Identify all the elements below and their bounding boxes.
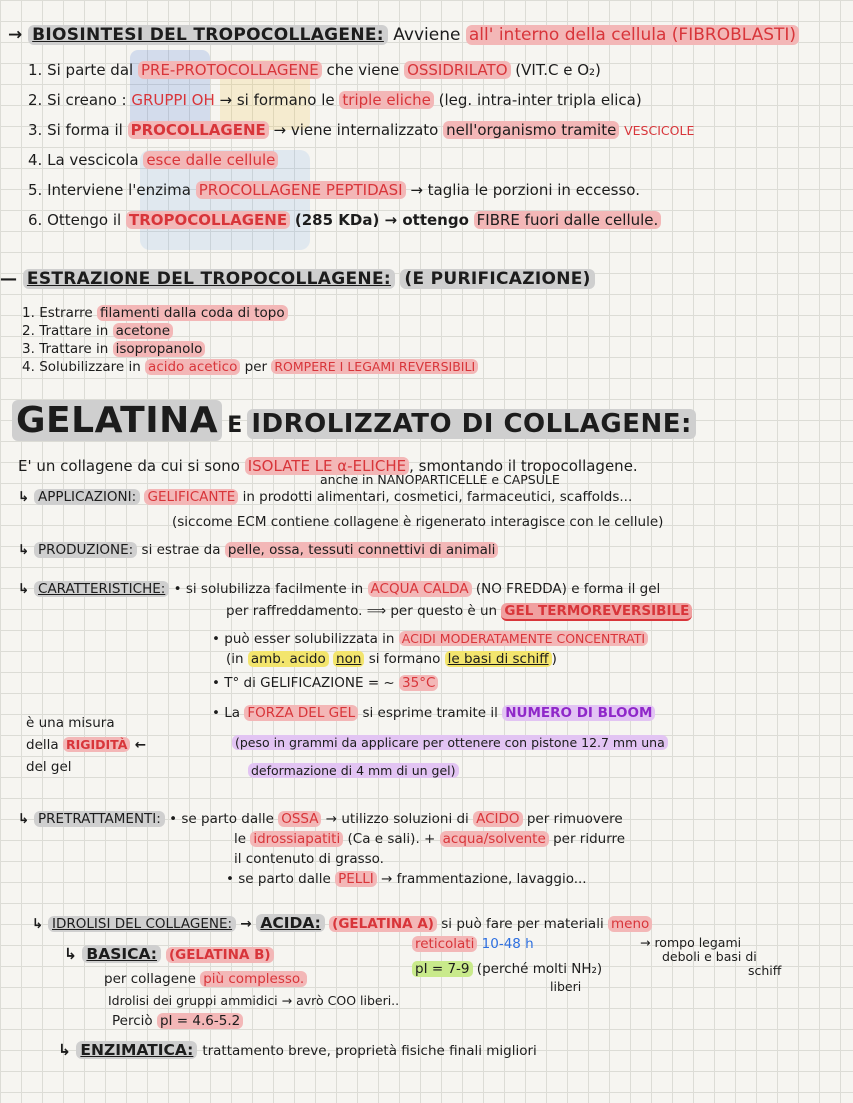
- hydrolysis-acid-2: reticolati 10-48 h: [412, 937, 534, 953]
- app-note: anche in NANOPARTICELLE e CAPSULE: [320, 472, 560, 487]
- side-note-1: è una misura: [26, 715, 115, 731]
- characteristics-4c: deformazione di 4 mm di un gel): [248, 764, 459, 778]
- sec1-item-6: 6. Ottengo il TROPOCOLLAGENE (285 KDa) → ottengo FIBRE fuori dalle cellule.: [28, 212, 661, 229]
- applications-line: ↳ APPLICAZIONI: GELIFICANTE in prodotti alimentari, cosmetici, farmaceutici, scaffolds...: [18, 489, 633, 505]
- sec2-item-1: 1. Estrarre filamenti dalla coda di topo: [22, 306, 288, 322]
- side-note-2: della RIGIDITÀ ←: [26, 737, 147, 753]
- hydrolysis-note-2: deboli e basi di: [662, 949, 757, 964]
- sec2-item-2: 2. Trattare in acetone: [22, 324, 173, 340]
- basic-3: Perciò pI = 4.6-5.2: [112, 1014, 243, 1030]
- sec2-title: ESTRAZIONE DEL TROPOCOLLAGENE:: [23, 269, 395, 289]
- applications-note: (siccome ECM contiene collagene è rigenerato interagisce con le cellule): [172, 514, 664, 530]
- sec1-item-5: 5. Interviene l'enzima PROCOLLAGENE PEPTIDASI → taglia le porzioni in eccesso.: [28, 181, 640, 199]
- sec1-item-2: 2. Si creano : GRUPPI OH → si formano le triple eliche (leg. intra-inter tripla elica): [28, 91, 642, 109]
- hydrolysis-acid-liberi: liberi: [550, 979, 582, 994]
- characteristics-4b: (peso in grammi da applicare per ottenere con pistone 12.7 mm una: [232, 736, 668, 750]
- hydrolysis-note-3: schiff: [748, 963, 782, 978]
- sec1-item-4: 4. La vescicola esce dalle cellule: [28, 152, 278, 169]
- hydrolysis-note-1: → rompo legami: [640, 935, 742, 950]
- sec1-header: → BIOSINTESI DEL TROPOCOLLAGENE: Avviene all' interno della cellula (FIBROBLASTI): [8, 26, 799, 46]
- pretreatments-3: il contenuto di grasso.: [234, 851, 384, 867]
- basic-header: ↳ BASICA: (GELATINA B): [64, 946, 274, 964]
- sec2-header: — ESTRAZIONE DEL TROPOCOLLAGENE: (E PURIFICAZIONE): [0, 270, 595, 290]
- hydrolysis-header: ↳ IDROLISI DEL COLLAGENE: → ACIDA: (GELATINA A) si può fare per materiali meno: [32, 915, 652, 933]
- characteristics-2b: (in amb. acido non si formano le basi di schiff ): [226, 651, 557, 667]
- sec1-item-3: 3. Si forma il PROCOLLAGENE → viene internalizzato nell'organismo tramite VESCICOLE: [28, 121, 695, 139]
- characteristics-4: • La FORZA DEL GEL si esprime tramite il NUMERO DI BLOOM: [212, 706, 655, 722]
- basic-2: Idrolisi dei gruppi ammidici → avrò COO liberi..: [108, 993, 400, 1008]
- enzymatic-line: ↳ ENZIMATICA: trattamento breve, proprietà fisiche finali migliori: [58, 1041, 537, 1059]
- pretreatments-1: ↳ PRETRATTAMENTI: • se parto dalle OSSA → utilizzo soluzioni di ACIDO per rimuovere: [18, 811, 623, 827]
- basic-1: per collagene più complesso.: [104, 972, 307, 988]
- hydrolysis-acid-pi: pI = 7-9 (perché molti NH₂): [412, 962, 602, 978]
- characteristics-1b: per raffreddamento. ⟹ per questo è un GEL TERMOREVERSIBILE: [226, 604, 692, 620]
- sec3-title: GELATINA E IDROLIZZATO DI COLLAGENE:: [12, 400, 696, 441]
- characteristics-1: ↳ CARATTERISTICHE: • si solubilizza facilmente in ACQUA CALDA (NO FREDDA) e forma il gel: [18, 581, 661, 597]
- pretreatments-2: le idrossiapatiti (Ca e sali). + acqua/solvente per ridurre: [234, 831, 626, 847]
- characteristics-2: • può esser solubilizzata in ACIDI MODERATAMENTE CONCENTRATI: [212, 632, 648, 648]
- sec1-title: BIOSINTESI DEL TROPOCOLLAGENE:: [28, 25, 388, 45]
- sec1-item-1: 1. Si parte dal PRE-PROTOCOLLAGENE che viene OSSIDRILATO (VIT.C e O₂): [28, 61, 601, 79]
- production-line: ↳ PRODUZIONE: si estrae da pelle, ossa, tessuti connettivi di animali: [18, 543, 498, 559]
- pretreatments-4: • se parto dalle PELLI → frammentazione, lavaggio...: [226, 871, 587, 887]
- sec2-item-3: 3. Trattare in isopropanolo: [22, 342, 205, 358]
- sec3-intro: E' un collagene da cui si sono ISOLATE LE α-ELICHE , smontando il tropocollagene.: [18, 457, 638, 475]
- side-note-3: del gel: [26, 759, 72, 775]
- characteristics-3: • T° di GELIFICAZIONE = ~ 35°C: [212, 676, 438, 692]
- sec2-item-4: 4. Solubilizzare in acido acetico per ROMPERE I LEGAMI REVERSIBILI: [22, 360, 478, 376]
